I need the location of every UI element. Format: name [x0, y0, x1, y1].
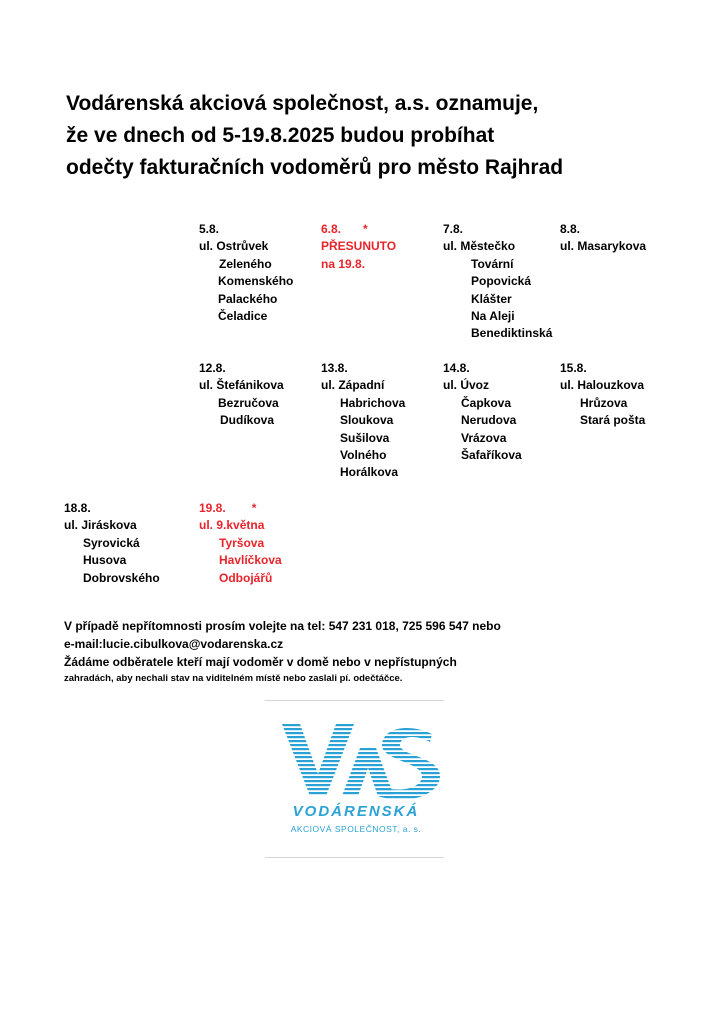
street: ul. Ostrůvek	[199, 239, 269, 254]
schedule-day-15-8	[560, 360, 645, 430]
street: Stará pošta	[580, 413, 646, 428]
street: ul. Štefánikova	[199, 378, 284, 393]
postponed-note: PŘESUNUTO	[321, 239, 397, 254]
contact-phone-line: V případě nepřítomnosti prosím volejte na tel: 547 231 018, 725 596 547 nebo	[64, 619, 501, 633]
street: Sušilova	[340, 430, 390, 445]
street: Komenského	[218, 274, 294, 289]
schedule-day-19-8	[199, 500, 282, 587]
street: Čapkova	[461, 395, 512, 410]
day-date: 8.8.	[560, 222, 581, 236]
day-date: 14.8.	[443, 361, 470, 375]
day-date: 13.8.	[321, 361, 348, 375]
day-date: 12.8.	[199, 361, 226, 375]
street: Odbojářů	[219, 570, 273, 585]
day-date: 19.8.	[199, 501, 226, 515]
vas-logo	[272, 716, 442, 840]
street: Palackého	[218, 291, 278, 306]
schedule-day-18-8	[64, 500, 160, 587]
street: Husova	[83, 553, 127, 568]
schedule-day-14-8	[443, 360, 522, 464]
street: Dudíkova	[220, 413, 275, 428]
logo-name: VODÁRENSKÁ	[292, 803, 420, 820]
street: Čeladice	[218, 309, 268, 324]
street: Benediktinská	[471, 326, 553, 341]
street: Klášter	[471, 291, 512, 306]
street: Dobrovského	[83, 570, 160, 585]
street: ul. Městečko	[443, 239, 516, 254]
street: ul. Jiráskova	[64, 518, 137, 533]
postponed-note: na 19.8.	[321, 256, 366, 271]
street: ul. Úvoz	[443, 378, 490, 393]
day-date: 15.8.	[560, 361, 587, 375]
street: Sloukova	[340, 413, 394, 428]
day-date: 18.8.	[64, 501, 91, 515]
street: ul. Západní	[321, 378, 385, 393]
announcement-heading	[66, 88, 686, 184]
street: Nerudova	[461, 413, 517, 428]
heading-line: že ve dnech od 5-19.8.2025 budou probíhat	[66, 124, 495, 147]
street: Syrovická	[83, 535, 140, 550]
street: Horálkova	[340, 465, 399, 480]
day-date: 6.8.	[321, 222, 342, 236]
street: Habrichova	[340, 395, 406, 410]
street: ul. 9.května	[199, 518, 265, 533]
divider-top	[265, 700, 444, 701]
schedule-day-13-8	[321, 360, 405, 482]
schedule-day-12-8	[199, 360, 284, 430]
logo-subtitle: AKCIOVÁ SPOLEČNOST, a. s.	[290, 824, 422, 834]
street: Havlíčkova	[219, 553, 282, 568]
customer-request-line: Žádáme odběratele kteří mají vodoměr v domě nebo v nepřístupných	[64, 655, 457, 669]
divider-bottom	[265, 857, 444, 858]
street: Vrázova	[461, 430, 507, 445]
street: Popovická	[471, 274, 532, 289]
contact-info	[64, 617, 664, 687]
schedule-day-7-8	[443, 221, 552, 343]
schedule-day-6-8	[321, 221, 396, 273]
street: Volného	[340, 448, 387, 463]
street: Zeleného	[219, 256, 272, 271]
heading-line: Vodárenská akciová společnost, a.s. oznamuje,	[66, 92, 539, 115]
asterisk-mark: *	[251, 501, 257, 515]
street: Na Aleji	[471, 309, 515, 324]
street: Tovární	[471, 256, 514, 271]
customer-request-line-small: zahradách, aby nechali stav na viditelném místě nebo zaslali pí. odečtáčce.	[64, 673, 403, 684]
day-date: 5.8.	[199, 222, 220, 236]
street: Bezručova	[218, 395, 279, 410]
asterisk-mark: *	[363, 222, 368, 236]
vas-logo-icon	[272, 716, 442, 840]
heading-line: odečty fakturačních vodoměrů pro město Rajhrad	[66, 156, 564, 179]
schedule-day-8-8	[560, 221, 646, 256]
street: Hrůzova	[580, 395, 628, 410]
street: Tyršova	[219, 535, 265, 550]
street: Šafaříkova	[461, 448, 522, 463]
street: ul. Halouzkova	[560, 378, 645, 393]
contact-email-line[interactable]: e-mail:lucie.cibulkova@vodarenska.cz	[64, 637, 284, 651]
day-date: 7.8.	[443, 222, 464, 236]
schedule-day-5-8	[199, 221, 293, 325]
street: ul. Masarykova	[560, 239, 647, 254]
